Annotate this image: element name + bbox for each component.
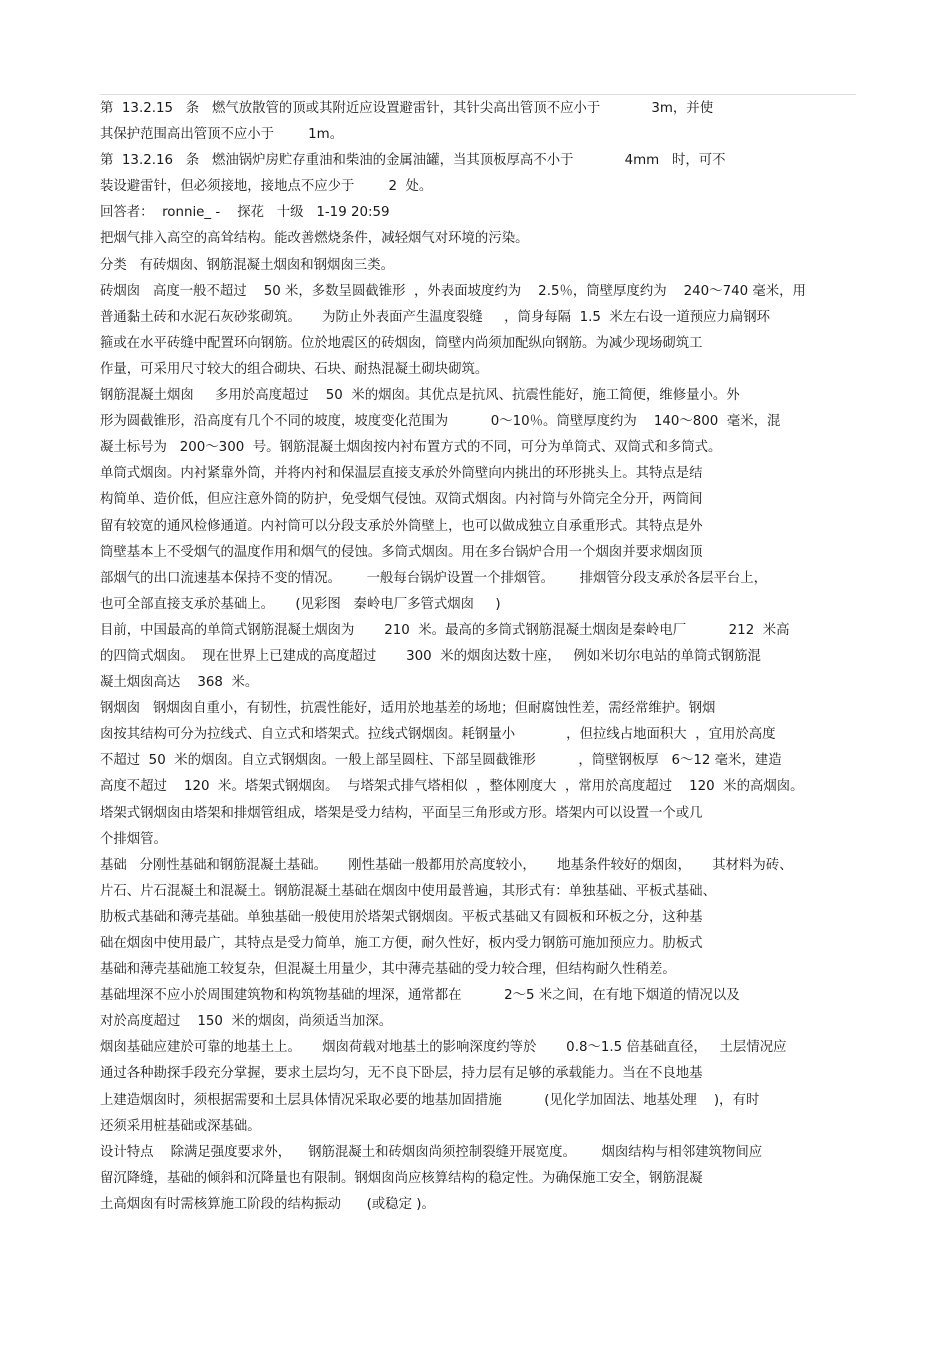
text-line: 目前，中国最高的单筒式钢筋混凝土烟囱为 210 米。最高的多筒式钢筋混凝土烟囱是秦岭电厂 212 米高 [100,622,790,638]
text-line: 设计特点 除满足强度要求外， 钢筋混凝土和砖烟囱尚须控制裂缝开展宽度。 烟囱结构与相邻建筑物间应 [100,1144,763,1160]
text-line: 也可全部直接支承於基础上。 (见彩图 秦岭电厂多管式烟囱 ) [100,596,501,612]
text-line: 第 13.2.15 条 燃气放散管的顶或其附近应设置避雷针，其针尖高出管顶不应小于 3m，并使 [100,101,714,116]
text-line: 烟囱基础应建於可靠的地基土上。 烟囱荷载对地基土的影响深度约等於 0.8～1.5 倍基础直径， 土层情况应 [100,1040,787,1056]
text-line: 个排烟管。 [100,831,167,847]
text-line: 装设避雷针，但必须接地，接地点不应少于 2 处。 [100,179,433,195]
text-line: 留沉降缝，基础的倾斜和沉降量也有限制。钢烟囱尚应核算结构的稳定性。为确保施工安全，钢筋混凝 [100,1170,703,1186]
text-line: 上建造烟囱时，须根据需要和土层具体情况采取必要的地基加固措施 (见化学加固法、地基处理 )，有时 [100,1092,760,1108]
text-line: 普通黏土砖和水泥石灰砂浆砌筑。 为防止外表面产生温度裂缝 ，筒身每隔 1.5 米左右设一道预应力扁钢环 [100,309,771,325]
text-line: 第 13.2.16 条 燃油锅炉房贮存重油和柴油的金属油罐，当其顶板厚高不小于 4mm 时，可不 [100,153,726,169]
text-line: 囱按其结构可分为拉线式、自立式和塔架式。拉线式钢烟囱。耗钢量小 ，但拉线占地面积大 ，宜用於高度 [100,727,776,743]
top-divider [100,94,856,95]
text-line: 片石、片石混凝土和混凝土。钢筋混凝土基础在烟囱中使用最普遍，其形式有：单独基础、平板式基础、 [100,883,716,899]
text-line: 基础和薄壳基础施工较复杂，但混凝土用量少，其中薄壳基础的受力较合理，但结构耐久性稍差。 [100,962,676,978]
text-line: 回答者： ronnie_ - 探花 十级 1-19 20:59 [100,205,390,221]
text-line: 筒壁基本上不受烟气的温度作用和烟气的侵蚀。多筒式烟囱。用在多台锅炉合用一个烟囱并要求烟囱顶 [100,544,703,560]
text-line: 形为圆截锥形，沿高度有几个不同的坡度，坡度变化范围为 0～10％。筒壁厚度约为 140～800 毫米，混 [100,414,781,430]
text-line: 凝土标号为 200～300 号。钢筋混凝土烟囱按内衬布置方式的不同，可分为单筒式、双筒式和多筒式。 [100,440,722,456]
text-line: 对於高度超过 150 米的烟囱，尚须适当加深。 [100,1014,393,1030]
document-body [100,96,860,1218]
text-line: 的四筒式烟囱。 现在世界上已建成的高度超过 300 米的烟囱达数十座， 例如米切尔电站的单筒式钢筋混 [100,648,761,664]
text-line: 砖烟囱 高度一般不超过 50 米，多数呈圆截锥形 ，外表面坡度约为 2.5％，筒壁厚度约为 240～740 毫米，用 [100,283,806,299]
text-line: 通过各种勘探手段充分掌握，要求土层均匀，无不良下卧层，持力层有足够的承载能力。当在不良地基 [100,1066,703,1082]
text-line: 塔架式钢烟囱由塔架和排烟管组成，塔架是受力结构，平面呈三角形或方形。塔架内可以设置一个或几 [100,805,703,821]
text-line: 单筒式烟囱。内衬紧靠外筒，并将内衬和保温层直接支承於外筒壁向内挑出的环形挑头上。其特点是结 [100,466,703,482]
text-line: 分类 有砖烟囱、钢筋混凝土烟囱和钢烟囱三类。 [100,257,394,273]
text-line: 把烟气排入高空的高耸结构。能改善燃烧条件，减轻烟气对环境的污染。 [100,231,529,247]
text-line: 钢烟囱 钢烟囱自重小，有韧性，抗震性能好，适用於地基差的场地；但耐腐蚀性差，需经常维护。钢烟 [100,701,716,717]
text-line: 凝土烟囱高达 368 米。 [100,675,259,691]
text-line: 箍或在水平砖缝中配置环向钢筋。位於地震区的砖烟囱，筒壁内尚须加配纵向钢筋。为减少现场砌筑工 [100,335,703,351]
text-line: 基础 分刚性基础和钢筋混凝土基础。 刚性基础一般都用於高度较小， 地基条件较好的烟囱， 其材料为砖、 [100,857,793,873]
text-line: 钢筋混凝土烟囱 多用於高度超过 50 米的烟囱。其优点是抗风、抗震性能好，施工简便，维修量小。外 [100,388,740,404]
text-line: 作量，可采用尺寸较大的组合砌块、石块、耐热混凝土砌块砌筑。 [100,361,489,377]
text-line: 础在烟囱中使用最广，其特点是受力简单，施工方便，耐久性好，板内受力钢筋可施加预应力。肋板式 [100,936,703,951]
text-line: 留有较宽的通风检修通道。内衬筒可以分段支承於外筒壁上，也可以做成独立自承重形式。其特点是外 [100,518,703,534]
text-line: 高度不超过 120 米。塔架式钢烟囱。 与塔架式排气塔相似 ，整体刚度大 ，常用於高度超过 120 米的高烟囱。 [100,779,804,795]
text-line: 土高烟囱有时需核算施工阶段的结构振动 (或稳定 )。 [100,1196,435,1212]
text-line: 其保护范围高出管顶不应小于 1m。 [100,127,344,143]
text-line: 构简单、造价低，但应注意外筒的防护，免受烟气侵蚀。双筒式烟囱。内衬筒与外筒完全分开，两筒间 [100,492,703,508]
text-line: 还须采用桩基础或深基础。 [100,1118,261,1134]
text-line: 不超过 50 米的烟囱。自立式钢烟囱。一般上部呈圆柱、下部呈圆截锥形 ，筒壁钢板厚 6～12 毫米，建造 [100,753,782,769]
text-line: 部烟气的出口流速基本保持不变的情况。 一般每台锅炉设置一个排烟管。 排烟管分段支承於各层平台上， [100,570,768,586]
text-line: 肋板式基础和薄壳基础。单独基础一般使用於塔架式钢烟囱。平板式基础又有圆板和环板之分，这种基 [100,909,703,925]
text-line: 基础埋深不应小於周围建筑物和构筑物基础的埋深，通常都在 2～5 米之间，在有地下烟道的情况以及 [100,988,740,1004]
